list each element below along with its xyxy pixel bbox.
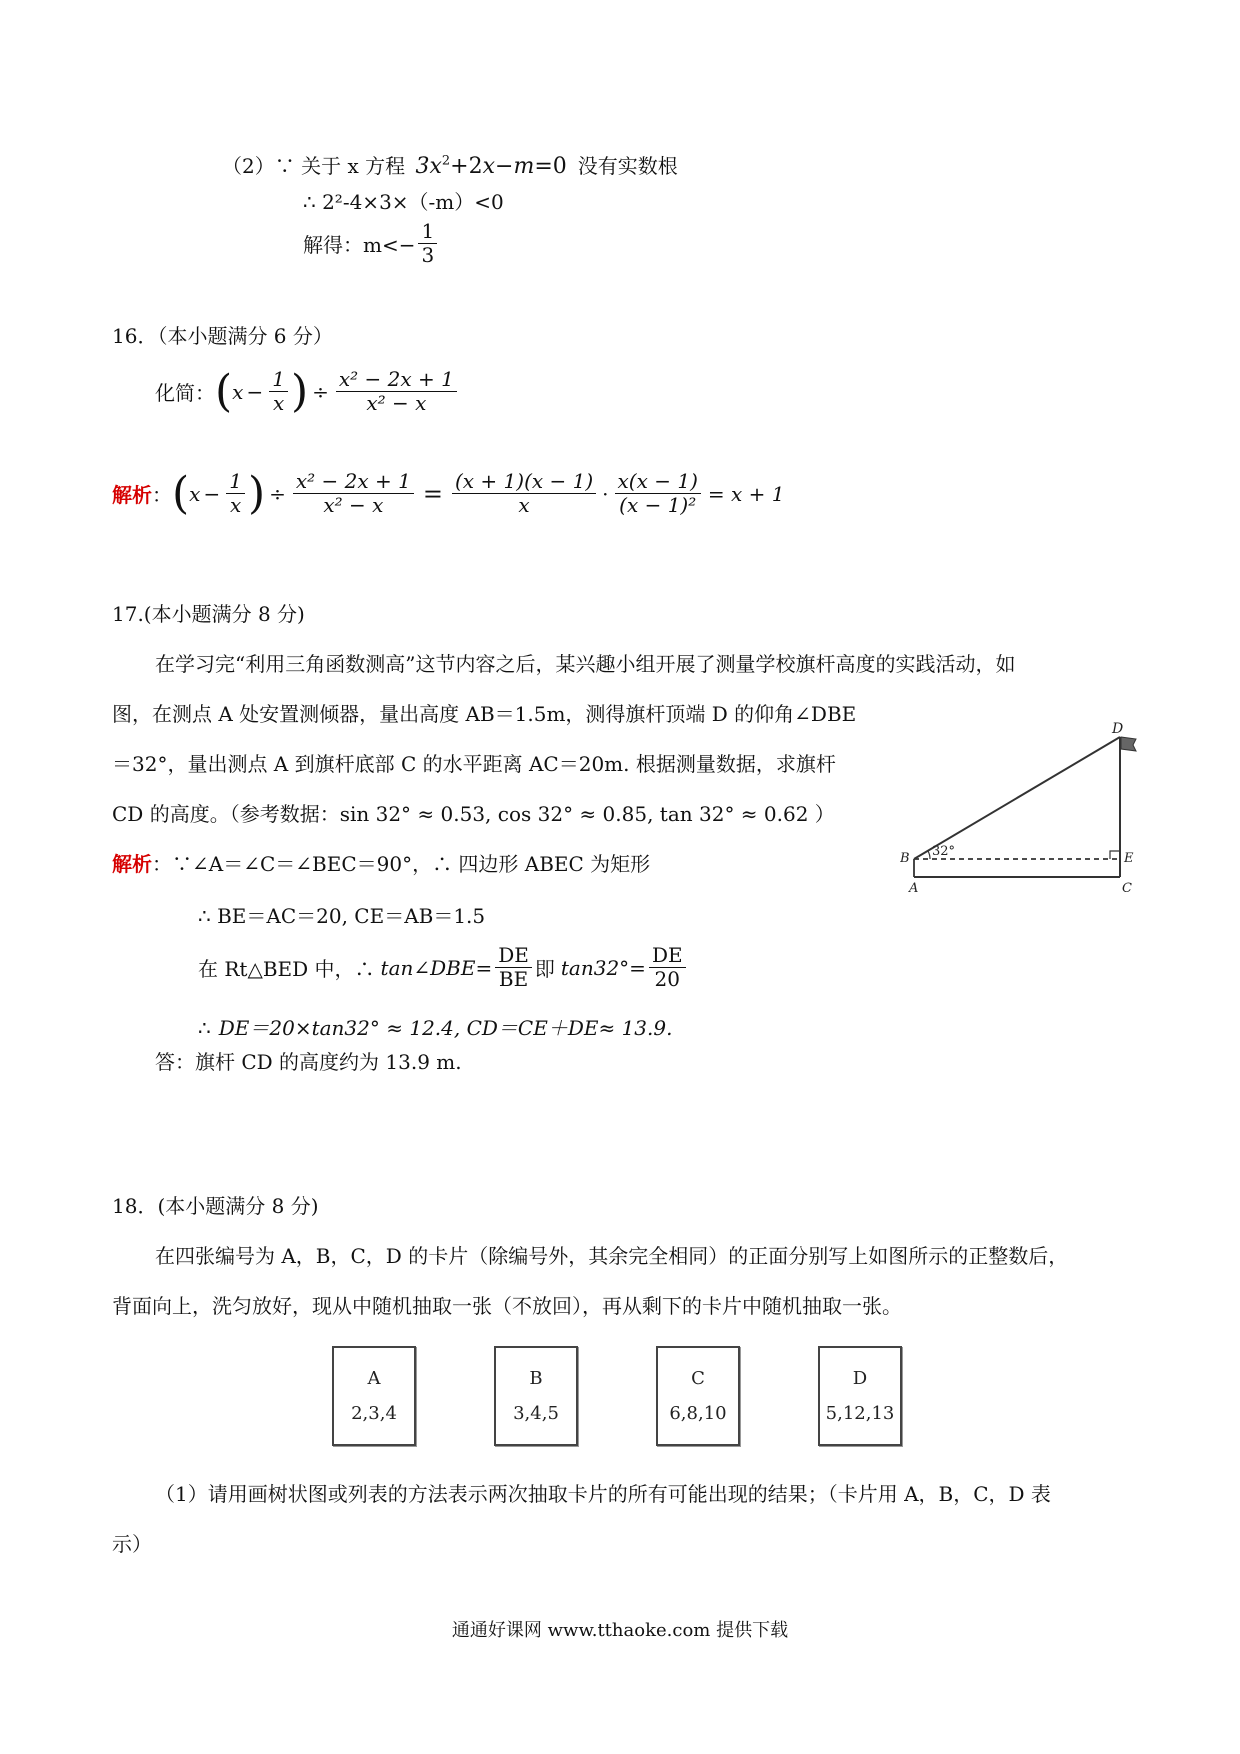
q16-header: 16．（本小题满分 6 分）	[112, 324, 333, 348]
line-bd	[914, 737, 1120, 859]
q17-para1: 在学习完“利用三角函数测高”这节内容之后，某兴趣小组开展了测量学校旗杆高度的实践活动，如	[155, 652, 1016, 676]
right-angle-mark	[1110, 851, 1120, 859]
q17-header: 17.(本小题满分 8 分)	[112, 602, 305, 626]
angle-arc	[928, 851, 930, 859]
q18-header: 18．(本小题满分 8 分)	[112, 1194, 319, 1218]
fraction: $\frac{DE}{20}$	[649, 944, 686, 991]
card-values: 5,12,13	[825, 1403, 895, 1424]
label-e: E	[1124, 851, 1134, 866]
q15-part2-line	[222, 150, 678, 179]
q17-solution-line4: ∴ DE＝20×tan32° ≈ 12.4, CD＝CE＋DE≈ 13.9.	[198, 1016, 673, 1040]
q16-solution: 解析 ： ( x − $\frac{1}{x}$ ) ÷ $\frac{\text{x² − 2x + 1}}{\text{x² − x}}$ = $\frac{(x + 1)(x - 1)}{x}$ · $\frac{x(x - 1)}{\text{(x − 1)²}}$ = x + 1	[112, 467, 785, 519]
q17-solution-line2: ∴ BE＝AC＝20, CE＝AB＝1.5	[198, 904, 486, 928]
fraction: $\frac{1}{3}$	[418, 220, 437, 267]
card-b	[494, 1346, 578, 1446]
q15-line2: ∴ 2²-4×3×（-m）<0	[303, 190, 504, 214]
fraction: $\frac{1}{x}$	[226, 470, 245, 517]
fraction: $\frac{(x + 1)(x - 1)}{x}$	[452, 470, 596, 517]
fraction: $\frac{\text{x² − 2x + 1}}{\text{x² − x}}$	[336, 368, 457, 415]
q17-para3: ＝32°，量出测点 A 到旗杆底部 C 的水平距离 AC＝20m. 根据测量数据，求旗杆	[112, 752, 836, 776]
q15-part2-text: （2）∵ 关于 x 方程	[222, 154, 406, 178]
q18-part1-line1: （1）请用画树状图或列表的方法表示两次抽取卡片的所有可能出现的结果；（卡片用 A，B，C，D 表	[155, 1482, 1051, 1506]
analysis-label: 解析	[112, 483, 152, 507]
q17-figure	[900, 715, 1150, 895]
card-c	[656, 1346, 740, 1446]
q17-answer: 答：旗杆 CD 的高度约为 13.9 m.	[155, 1050, 462, 1074]
q17-solution-line1: 解析：∵∠A＝∠C＝∠BEC＝90°，∴ 四边形 ABEC 为矩形	[112, 852, 651, 876]
card-label: D	[852, 1368, 868, 1389]
q17-para4: CD 的高度。（参考数据：sin 32° ≈ 0.53, cos 32° ≈ 0.85, tan 32° ≈ 0.62 ）	[112, 802, 835, 826]
card-label: C	[691, 1368, 705, 1389]
q17-para2: 图，在测点 A 处安置测倾器，量出高度 AB＝1.5m，测得旗杆顶端 D 的仰角∠DBE	[112, 702, 857, 726]
card-d	[818, 1346, 902, 1446]
card-values: 2,3,4	[351, 1403, 397, 1424]
q18-para1: 在四张编号为 A，B，C，D 的卡片（除编号外，其余完全相同）的正面分别写上如图所示的正整数后，	[155, 1244, 1069, 1268]
label-a: A	[909, 881, 919, 895]
q17-solution-line3: 在 Rt△BED 中，∴ tan∠DBE= $\frac{DE}{BE}$ 即 tan32°= $\frac{DE}{20}$	[198, 944, 689, 991]
q18-para2: 背面向上，洗匀放好，现从中随机抽取一张（不放回），再从剩下的卡片中随机抽取一张。	[112, 1294, 902, 1318]
q16-prompt-expression: 化简： ( x − $\frac{1}{x}$ ) ÷ $\frac{\text{x² − 2x + 1}}{\text{x² − x}}$	[155, 368, 460, 415]
card-values: 6,8,10	[669, 1403, 727, 1424]
fraction: $\frac{DE}{BE}$	[495, 944, 532, 991]
angle-label: 32°	[932, 844, 956, 859]
fraction: $\frac{x(x - 1)}{\text{(x − 1)²}}$	[615, 470, 701, 517]
label-c: C	[1122, 881, 1132, 895]
fraction: $\frac{1}{x}$	[269, 368, 288, 415]
q16-prompt: 化简：	[155, 381, 215, 405]
label-b: B	[900, 851, 910, 866]
page-footer: 通通好课网 www.tthaoke.com 提供下载	[451, 1620, 789, 1641]
card-label: B	[529, 1368, 543, 1389]
label-d: D	[1112, 721, 1124, 737]
card-a	[332, 1346, 416, 1446]
q18-part1-line2: 示）	[112, 1532, 152, 1556]
q15-line3: 解得：m<− $\frac{1}{3}$	[303, 220, 440, 267]
q15-part2-text-end: 没有实数根	[577, 154, 678, 178]
fraction: $\frac{\text{x² − 2x + 1}}{\text{x² − x}}$	[293, 470, 414, 517]
q15-equation: $3x^2+2x-m=0$	[415, 153, 567, 179]
analysis-label: 解析	[112, 852, 152, 876]
card-values: 3,4,5	[513, 1403, 559, 1424]
card-label: A	[367, 1368, 381, 1389]
